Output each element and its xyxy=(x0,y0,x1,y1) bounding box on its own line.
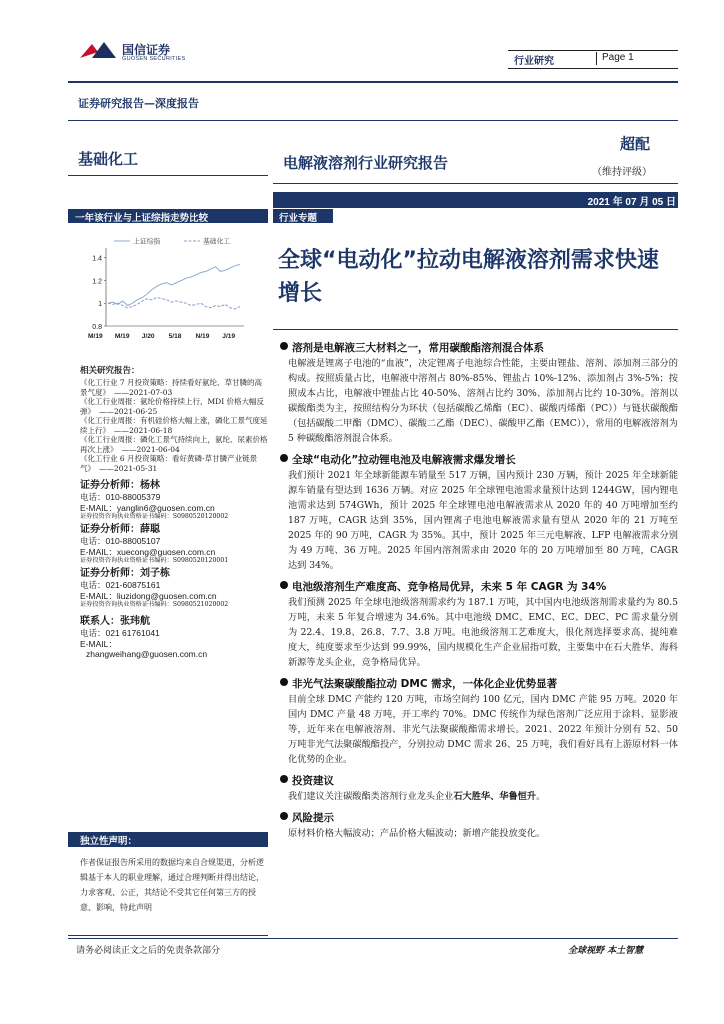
doc-type: 行业研究 xyxy=(514,56,554,67)
analyst-card xyxy=(80,479,268,521)
bullet-icon xyxy=(280,581,288,589)
section xyxy=(280,452,678,573)
analyst-name: 证券分析师：刘子栋 xyxy=(80,568,170,579)
page-number: Page 1 xyxy=(602,52,634,63)
related-report-title: 《化工行业周报：磷化工景气持续向上，氨纶、尿素价格再次上涨》 xyxy=(80,435,268,454)
footer-slogan: 全球视野 本土智慧 xyxy=(568,946,644,956)
analyst-email[interactable]: E-MAIL：yanglin6@guosen.com.cn xyxy=(80,502,215,513)
topic-tag: 行业专题 xyxy=(279,213,318,224)
related-report-item[interactable] xyxy=(80,397,268,416)
contact-email[interactable]: zhangweihang@guosen.com.cn xyxy=(86,649,208,659)
related-report-item[interactable] xyxy=(80,435,268,454)
analyst-card xyxy=(80,567,268,609)
bullet-icon xyxy=(280,678,288,686)
bullet-icon xyxy=(280,775,288,783)
x-tick-label: 5/18 xyxy=(168,333,182,340)
x-tick-label: M/19 xyxy=(88,333,103,340)
brand-name: 国信证券 xyxy=(122,43,171,57)
brand-name-en: GUOSEN SECURITIES xyxy=(122,56,186,62)
related-report-item[interactable] xyxy=(80,416,268,435)
related-report-date: ——2021-07-03 xyxy=(114,387,173,397)
headline: 全球“电动化”拉动电解液溶剂需求快速增长 xyxy=(278,248,659,306)
left-bottom-rule xyxy=(68,935,268,936)
footer-rule xyxy=(68,938,678,939)
section xyxy=(280,676,678,767)
related-report-title: 《化工行业周报：氨纶价格持续上行，MDI 价格大幅反弹》 xyxy=(80,397,265,416)
analyst-email[interactable]: E-MAIL：xuecong@guosen.com.cn xyxy=(80,546,216,557)
legend-label: 基础化工 xyxy=(203,237,231,246)
related-report-item[interactable] xyxy=(80,378,268,397)
x-tick-label: J/19 xyxy=(222,333,236,340)
section-heading: 投资建议 xyxy=(292,775,334,787)
footer-disclaimer: 请务必阅读正文之后的免责条款部分 xyxy=(76,946,221,956)
trend-chart xyxy=(84,234,264,348)
report-summary xyxy=(280,340,678,847)
series-line-0 xyxy=(108,265,240,306)
related-report-item[interactable] xyxy=(80,454,268,473)
legend-label: 上证综指 xyxy=(133,237,161,246)
rating: 超配 xyxy=(620,135,651,153)
section-heading: 风险提示 xyxy=(292,812,334,824)
related-report-title: 《化工行业周报：有机硅价格大幅上涨，磷化工景气度延续上行》 xyxy=(80,416,268,435)
related-report-title: 《化工行业 6 月投资策略：看好黄磷-草甘膦产业链景气》 xyxy=(80,454,258,473)
contact-name: 联系人：张玮航 xyxy=(80,616,150,627)
section-body: 电解液是锂离子电池的“血液”，决定锂离子电池综合性能，主要由锂盐、溶剂、添加剂三部分的构成。按照质量占比，电解液中溶剂占 80%-85%、锂盐占 10%-12%、添加剂占 3%-5%；按照成本占比，电解液中锂盐占比 40-50%、溶剂占比约 30%、添加剂占比约 10-30%。溶剂以碳酸酯类为主，按照结构分为环状（包括碳酸乙烯酯（EC）、碳酸丙烯酯（PC））与链状碳酸酯（包括碳酸二甲酯（DMC）、碳酸二乙酯（DEC）、碳酸甲乙酯（EMC）），常用的电解液溶剂为 5 种碳酸酯溶剂混合体系。 xyxy=(288,358,678,444)
section xyxy=(280,773,678,804)
related-reports-list xyxy=(80,378,268,473)
left-column xyxy=(80,366,268,660)
y-tick-label: 1.2 xyxy=(92,278,102,286)
contact-email-label: E-MAIL： xyxy=(80,638,117,649)
recommended-companies: 石大胜华、华鲁恒升 xyxy=(453,791,537,802)
sector-name: 基础化工 xyxy=(78,150,139,168)
section-heading: 全球“电动化”拉动锂电池及电解液需求爆发增长 xyxy=(292,454,516,466)
section xyxy=(280,810,678,841)
header-divider xyxy=(596,52,597,65)
related-report-date: ——2021-06-18 xyxy=(114,425,173,435)
analyst-phone: 电话：021-60875161 xyxy=(80,580,161,590)
section-heading: 溶剂是电解液三大材料之一，常用碳酸酯溶剂混合体系 xyxy=(292,342,544,354)
analyst-list xyxy=(80,479,268,609)
bullet-icon xyxy=(280,342,288,350)
related-report-title: 《化工行业 7 月投资策略：持续看好氨纶、草甘膦的高景气度》 xyxy=(80,378,263,397)
sector-rule xyxy=(68,175,268,176)
section xyxy=(280,340,678,446)
section-body: 原材料价格大幅波动；产品价格大幅波动；新增产能投放变化。 xyxy=(288,828,546,839)
section-body xyxy=(280,789,678,804)
declaration-title: 独立性声明： xyxy=(80,836,138,847)
series-line-1 xyxy=(108,298,240,309)
analyst-name: 证券分析师：杨林 xyxy=(80,480,160,491)
x-tick-label: N/19 xyxy=(195,333,210,340)
recommendation-text: 我们建议关注碳酸酯类溶剂行业龙头企业 xyxy=(288,791,454,802)
analyst-email[interactable]: E-MAIL：liuzidong@guosen.com.cn xyxy=(80,590,217,601)
related-report-date: ——2021-06-04 xyxy=(121,444,180,454)
band-bottom-rule xyxy=(68,120,678,121)
section-body: 我们预测 2025 年全球电池级溶剂需求约为 187.1 万吨，其中国内电池级溶剂需求量约为 80.5 万吨，未来 5 年复合增速为 34.6%。其中电池级 DMC、EMC、EC、DEC、PC 需求量分别为 22.4、19.8、26.8、7.7、3.8 万吨。电池级溶剂工艺难度大，很化剂选择要求高、提纯难度大，纯度要求至少达到 99.99%，国内规模化生产企业屈指可数，主要集中在石大胜华、海科新源等龙头企业，竞争格局优异。 xyxy=(288,597,678,668)
analyst-cert: 证券投资咨询执业资格证书编码：S0980521020002 xyxy=(80,601,229,608)
chart-title: 一年该行业与上证综指走势比较 xyxy=(75,213,209,224)
related-report-date: ——2021-06-25 xyxy=(99,406,158,416)
declaration-text: 作者保证报告所采用的数据均来自合规渠道，分析逻辑基于本人的职业理解，通过合理判断并得出结论，力求客观、公正，其结论不受其它任何第三方的授意、影响，特此声明 xyxy=(80,858,264,912)
title-rule xyxy=(273,183,678,184)
bullet-icon xyxy=(280,454,288,462)
section-heading: 电池级溶剂生产难度高、竞争格局优异，未来 5 年 CAGR 为 34% xyxy=(292,581,607,593)
bullet-icon xyxy=(280,812,288,820)
rating-note: （维持评级） xyxy=(592,167,652,178)
analyst-name: 证券分析师：薛聪 xyxy=(80,524,160,535)
analyst-cert: 证券投资咨询执业资格证书编码：S0980520120002 xyxy=(80,513,229,520)
analyst-cert: 证券投资咨询执业资格证书编码：S0980520120001 xyxy=(80,557,229,564)
recommendation-end: 。 xyxy=(536,791,546,802)
report-kind: 证券研究报告—深度报告 xyxy=(78,97,199,110)
x-tick-label: J/20 xyxy=(141,333,155,340)
y-tick-label: 0.8 xyxy=(92,324,102,331)
section-body: 我们预计 2021 年全球新能源车销量至 517 万辆，国内预计 230 万辆，预计 2025 年全球新能源车销量有望达到 1636 万辆。对应 2025 年全球锂电池需求量预计达到 1244GW，国内锂电池需求达到 574GWh，预计 2025 年全球锂电池电解液需求从 2020 年的 40 万吨增加至约 187 万吨，CAGR 达到 35%，国内锂离子电池电解液需求量有望从 2020 年的 21 万吨至 2025 年的 90 万吨，CAGR 为 35%。其中，预计 2025 年三元电解液、LFP 电解液需求分别为 49 万吨、36 万吨。2025 年国内溶剂需求由 2020 年的 20 万吨增加至 80 万吨，CAGR 达到 34%。 xyxy=(288,470,679,571)
section-body: 目前全球 DMC 产能约 120 万吨，市场空间约 100 亿元，国内 DMC 产能 95 万吨。2020 年国内 DMC 产量 48 万吨，开工率约 70%。DMC 传统作为绿色溶剂广泛应用于涂料、显影液等，近年来在电解液溶剂、非光气法聚碳酸酯需求增长。2021、2022 年预计分别有 52、50 万吨非光气法聚碳酸酯投产，分别拉动 DMC 需求 26、25 万吨，我们看好具有上游原材料一体化优势的企业。 xyxy=(288,694,678,765)
x-tick-label: M/19 xyxy=(114,333,130,340)
analyst-phone: 电话：010-88005107 xyxy=(80,536,161,546)
analyst-phone: 电话：010-88005379 xyxy=(80,492,161,502)
y-tick-label: 1 xyxy=(98,301,102,309)
related-reports-heading: 相关研究报告： xyxy=(80,366,140,376)
band-top-rule xyxy=(68,81,678,83)
section xyxy=(280,579,678,670)
related-report-date: ——2021-05-31 xyxy=(99,463,158,473)
guosen-logo-icon xyxy=(78,40,118,62)
doc-title: 电解液溶剂行业研究报告 xyxy=(283,154,449,172)
section-heading: 非光气法聚碳酸酯拉动 DMC 需求，一体化企业优势显著 xyxy=(292,678,558,690)
headline-rule xyxy=(273,329,678,330)
report-date: 2021 年 07 月 05 日 xyxy=(587,197,676,208)
y-tick-label: 1.4 xyxy=(92,255,102,263)
contact-phone: 电话：021 61761041 xyxy=(80,628,160,638)
analyst-card xyxy=(80,523,268,565)
